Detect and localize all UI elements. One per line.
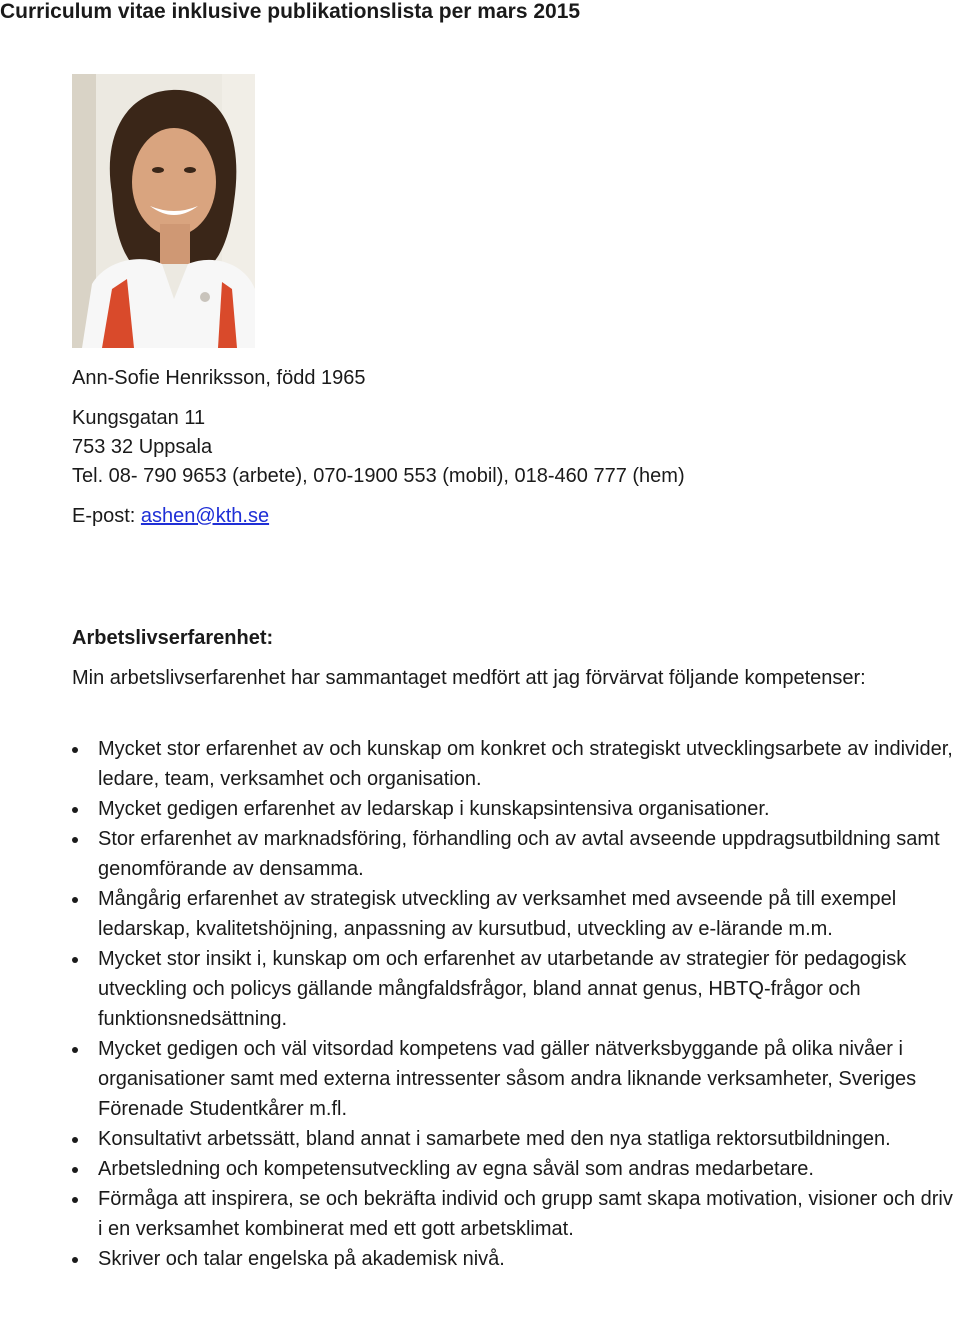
list-item: Mycket stor insikt i, kunskap om och erfarenhet av utarbetande av strategier för pedagogisk utveckling och policys gällande mångfaldsfrågor, bland annat genus, HBTQ-frågor och funktionsnedsättning. [72,944,960,1034]
bullet-icon [72,1047,78,1053]
list-item: Mångårig erfarenhet av strategisk utveckling av verksamhet med avseende på till exempel ledarskap, kvalitetshöjning, anpassning av kursutbud, utveckling av e-lärande m.m. [72,884,960,944]
bullet-icon [72,837,78,843]
bullet-icon [72,1167,78,1173]
list-item: Stor erfarenhet av marknadsföring, förhandling och av avtal avseende uppdragsutbildning samt genomförande av densamma. [72,824,960,884]
bullet-icon [72,1197,78,1203]
page-title: Curriculum vitae inklusive publikationslista per mars 2015 [0,0,581,23]
email-link[interactable]: ashen@kth.se [140,505,270,527]
street-address: Kungsgatan 11 [72,407,206,429]
section-heading-experience: Arbetslivserfarenhet: [72,627,274,649]
bullet-icon [72,897,78,903]
bullet-icon [72,807,78,813]
bullet-icon [72,1257,78,1263]
list-item: Mycket gedigen och väl vitsordad kompetens vad gäller nätverksbyggande på olika nivåer i organisationer samt med externa intressenter såsom andra liknande verksamheter, Sveriges Förenade Studentkårer m.fl. [72,1034,960,1124]
list-item: Mycket stor erfarenhet av och kunskap om konkret och strategiskt utvecklingsarbete av individer, ledare, team, verksamhet och organisation. [72,734,960,794]
portrait-photo [72,74,255,348]
bullet-icon [72,957,78,963]
email-line [72,502,685,531]
list-item: Mycket gedigen erfarenhet av ledarskap i kunskapsintensiva organisationer. [72,794,960,824]
phone-numbers: Tel. 08- 790 9653 (arbete), 070-1900 553 (mobil), 018-460 777 (hem) [72,465,685,487]
postal-address: 753 32 Uppsala [72,436,213,458]
competence-list [72,734,960,1274]
list-item: Konsultativt arbetssätt, bland annat i samarbete med den nya statliga rektorsutbildningen. [72,1124,960,1154]
experience-intro: Min arbetslivserfarenhet har sammantaget medfört att jag förvärvat följande kompetenser: [72,667,866,689]
email-label: E-post: [72,505,141,527]
name-birth: Ann-Sofie Henriksson, född 1965 [72,367,366,389]
list-item: Förmåga att inspirera, se och bekräfta individ och grupp samt skapa motivation, visioner och driv i en verksamhet kombinerat med ett gott arbetsklimat. [72,1184,960,1244]
contact-block [72,364,685,531]
list-item: Skriver och talar engelska på akademisk nivå. [72,1244,960,1274]
bullet-icon [72,747,78,753]
bullet-icon [72,1137,78,1143]
list-item: Arbetsledning och kompetensutveckling av egna såväl som andras medarbetare. [72,1154,960,1184]
